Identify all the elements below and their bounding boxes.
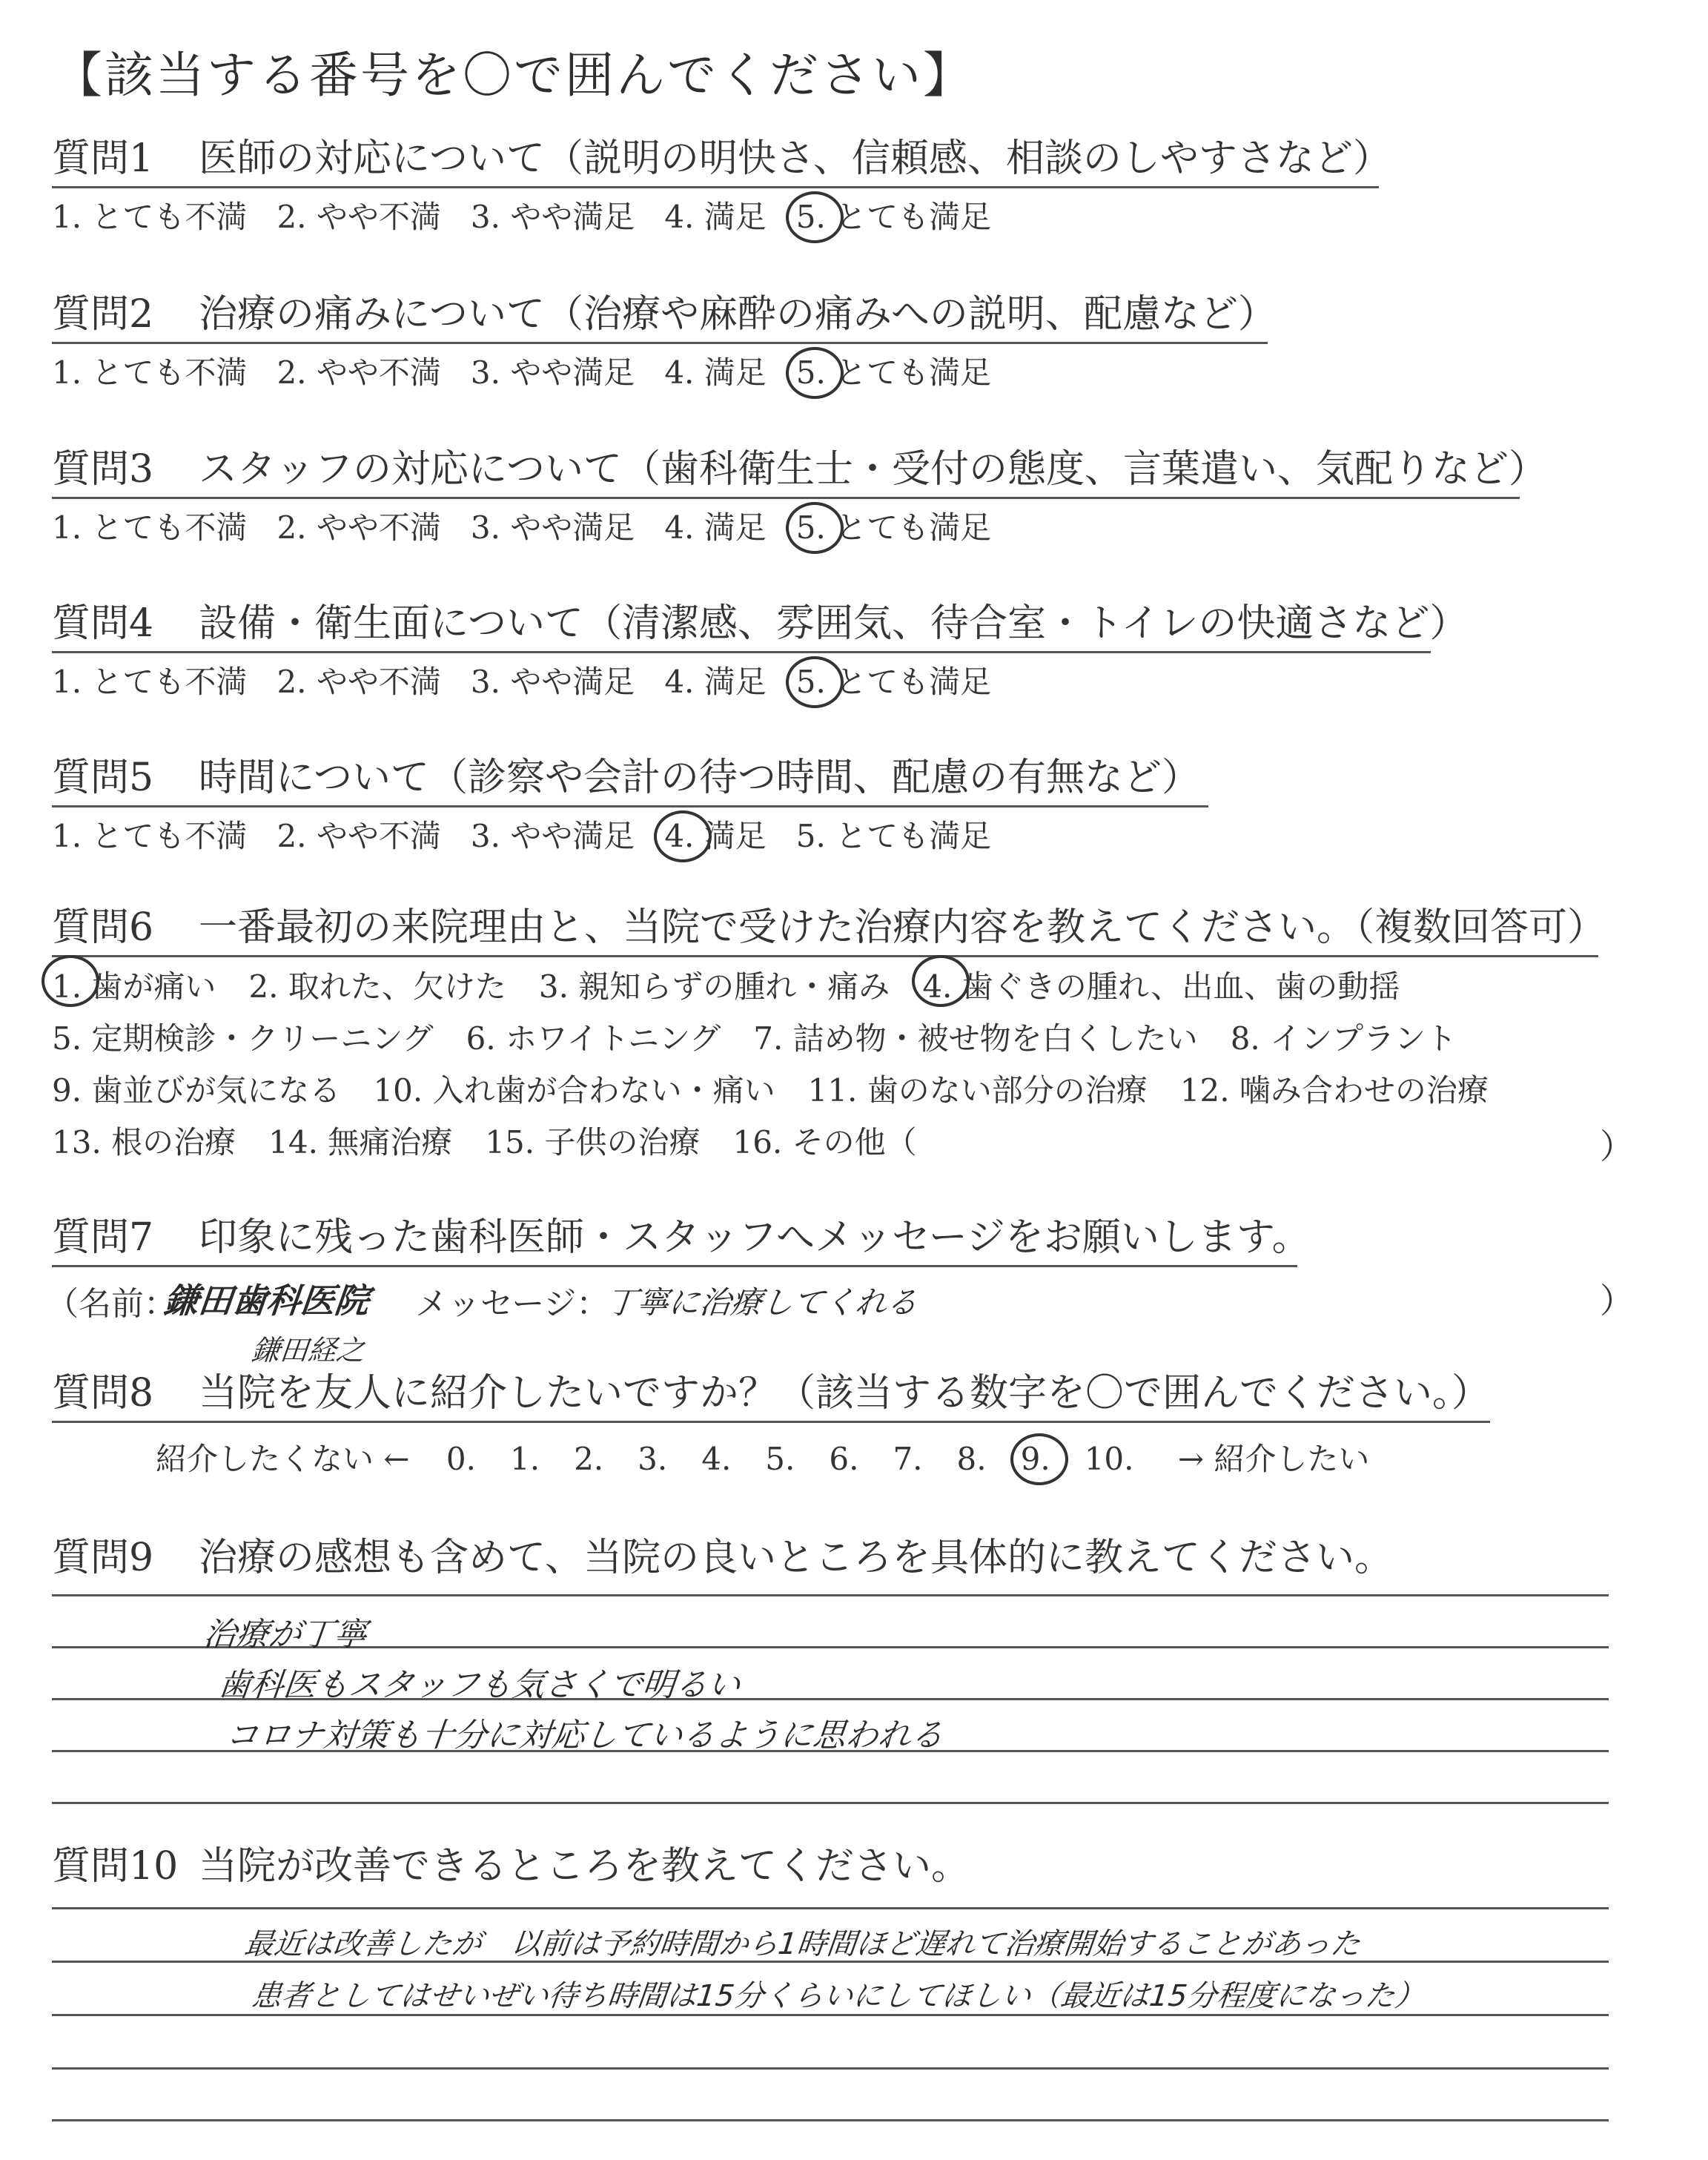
question-number: 質問9 [52,1536,154,1580]
rating-option-4[interactable]: 4. 満足 [664,663,767,700]
treatment-row [52,962,1432,1007]
question-underline [52,651,1431,653]
message-label: メッセージ： [415,1285,609,1323]
question-10 [52,1845,970,1889]
question-number: 質問2 [52,292,154,337]
rating-options [52,664,1468,701]
question-underline [52,497,1520,499]
rating-option-2[interactable]: 2. やや不満 [277,509,441,546]
treatment-row [52,1118,950,1163]
question-3 [52,448,1547,546]
other-close-paren: ） [1600,1126,1634,1166]
scale-option[interactable]: 3. [638,1441,668,1477]
page-heading: 【該当する番号を〇で囲んでください】 [53,47,974,104]
answer-line [52,2067,1609,2070]
question-text: 一番最初の来院理由と、当院で受けた治療内容を教えてください。（複数回答可） [199,905,1606,950]
question-6 [52,906,1606,957]
q9-answer-3: コロナ対策も十分に対応しているように思われる [223,1717,946,1754]
scale-option[interactable]: 10. [1084,1441,1134,1477]
rating-option-3[interactable]: 3. やや満足 [470,354,635,391]
rating-option-4[interactable]: 4. 満足 [664,509,767,546]
name-label: （名前： [46,1285,176,1323]
rating-option-5[interactable]: 5. とても満足 [796,354,991,392]
rating-option-4[interactable]: 4. 満足 [664,198,767,235]
rating-option-5[interactable]: 5. とても満足 [795,817,992,854]
q7-close-paren: ） [1600,1281,1634,1321]
answer-line [52,1802,1609,1804]
rating-option-1[interactable]: 1. とても不満 [52,198,248,235]
rating-option-5[interactable]: 5. とても満足 [796,199,991,236]
answer-line [52,1594,1609,1596]
rating-option-1[interactable]: 1. とても不満 [52,509,248,546]
treatment-option[interactable]: 9. 歯並びが気になる [52,1072,341,1109]
handwritten-name: 鎌田経之 [250,1334,366,1367]
treatment-option[interactable]: 1. 歯が痛い [52,962,216,1007]
rating-option-3[interactable]: 3. やや満足 [470,198,635,235]
treatment-option[interactable]: 13. 根の治療 [52,1124,236,1160]
treatment-option[interactable]: 15. 子供の治療 [485,1124,701,1160]
question-4 [52,602,1468,701]
rating-options [52,354,1277,392]
rating-option-2[interactable]: 2. やや不満 [277,663,441,700]
rating-option-1[interactable]: 1. とても不満 [52,354,248,391]
scale-option[interactable]: 1. [509,1441,540,1477]
scale-option[interactable]: 7. [893,1441,923,1477]
question-text: 当院を友人に紹介したいですか？（該当する数字を〇で囲んでください。） [199,1371,1491,1416]
treatment-option[interactable]: 8. インプラント [1230,1020,1457,1057]
question-5 [52,756,1208,855]
rating-option-2[interactable]: 2. やや不満 [277,198,441,235]
q9-answer-2: 歯科医もスタッフも気さくで明るい [216,1666,743,1704]
selection-circle [912,955,970,1007]
scale-right-label: → 紹介したい [1177,1441,1370,1477]
treatment-option[interactable]: 14. 無痛治療 [268,1124,453,1160]
question-1 [52,137,1391,236]
question-text: 治療の痛みについて（治療や麻酔の痛みへの説明、配慮など） [199,292,1277,337]
selection-circle [1010,1433,1068,1485]
selection-circle [786,502,844,554]
treatment-option[interactable]: 5. 定期検診・クリーニング [52,1020,434,1057]
q9-answer-1: 治療が丁寧 [201,1616,369,1654]
question-number: 質問8 [52,1371,154,1416]
treatment-option[interactable]: 2. 取れた、欠けた [248,968,506,1005]
question-number: 質問7 [52,1215,154,1260]
selection-circle [786,347,844,399]
q10-answer-1: 最近は改善したが 以前は予約時間から1時間ほど遅れて治療開始することがあった [242,1927,1363,1961]
rating-options [52,199,1391,236]
question-underline [52,342,1268,344]
treatment-option[interactable]: 6. ホワイトニング [466,1020,721,1057]
scale-option[interactable]: 6. [829,1441,859,1477]
scale-option[interactable]: 0. [446,1441,476,1477]
scale-numbers [446,1441,1168,1477]
question-text: 当院が改善できるところを教えてください。 [199,1844,970,1889]
recommend-scale [156,1435,1369,1479]
scale-option[interactable]: 9. [1021,1441,1050,1477]
question-underline [52,805,1208,807]
question-text: スタッフの対応について（歯科衛生士・受付の態度、言葉遣い、気配りなど） [199,447,1547,492]
rating-option-3[interactable]: 3. やや満足 [470,663,635,700]
question-9 [52,1536,1393,1581]
treatment-option[interactable]: 11. 歯のない部分の治療 [807,1072,1148,1109]
rating-option-1[interactable]: 1. とても不満 [52,663,248,700]
rating-option-4[interactable]: 4. 満足 [664,354,767,391]
selection-circle [654,810,712,862]
treatment-option[interactable]: 12. 噛み合わせの治療 [1179,1072,1489,1109]
scale-option[interactable]: 8. [956,1441,987,1477]
handwritten-clinic-name: 鎌田歯科医院 [162,1281,371,1321]
question-2 [52,293,1277,392]
question-8 [52,1372,1490,1423]
question-text: 印象に残った歯科医師・スタッフへメッセージをお願いします。 [199,1215,1311,1260]
rating-option-2[interactable]: 2. やや不満 [277,354,441,391]
treatment-option[interactable]: 16. その他（ [732,1124,917,1160]
rating-option-4[interactable]: 4. 満足 [664,818,766,855]
question-7 [52,1216,1311,1267]
rating-option-3[interactable]: 3. やや満足 [470,509,635,546]
treatment-option[interactable]: 7. 詰め物・被せ物を白くしたい [753,1020,1198,1057]
answer-line [52,2119,1609,2121]
treatment-row [52,1066,1521,1111]
question-underline [52,955,1598,957]
question-text: 治療の感想も含めて、当院の良いところを具体的に教えてください。 [199,1536,1393,1580]
rating-options [52,509,1547,546]
question-number: 質問1 [52,136,154,181]
question-number: 質問10 [52,1844,179,1889]
selection-circle [786,656,844,708]
question-underline [52,1265,1297,1267]
question-number: 質問6 [52,905,154,950]
rating-option-5[interactable]: 5. とても満足 [796,664,991,701]
question-number: 質問5 [52,756,154,800]
question-underline [52,186,1379,188]
selection-circle [42,955,99,1007]
scale-left-label: 紹介したくない ← [156,1441,410,1477]
rating-option-2[interactable]: 2. やや不満 [277,817,441,854]
answer-line [52,1907,1609,1909]
question-text: 時間について（診察や会計の待つ時間、配慮の有無など） [199,756,1200,800]
rating-options [52,818,1208,855]
scale-option[interactable]: 5. [765,1441,795,1477]
scale-option[interactable]: 4. [701,1441,732,1477]
q10-answer-2: 患者としてはせいぜい待ち時間は15分くらいにしてほしい（最近は15分程度になった） [250,1979,1426,2013]
scale-option[interactable]: 2. [574,1441,604,1477]
treatment-option[interactable]: 3. 親知らずの腫れ・痛み [538,968,890,1005]
rating-option-1[interactable]: 1. とても不満 [52,817,248,854]
treatment-option[interactable]: 10. 入れ歯が合わない・痛い [373,1072,775,1109]
selection-circle [786,191,844,243]
rating-option-3[interactable]: 3. やや満足 [470,817,635,854]
treatment-row [52,1014,1489,1059]
handwritten-message: 丁寧に治療してくれる [604,1284,920,1321]
question-text: 設備・衛生面について（清潔感、雰囲気、待合室・トイレの快適さなど） [199,601,1469,646]
question-number: 質問4 [52,601,154,646]
question-underline [52,1421,1490,1423]
question-text: 医師の対応について（説明の明快さ、信頼感、相談のしやすさなど） [199,136,1391,181]
question-number: 質問3 [52,447,154,492]
rating-option-5[interactable]: 5. とても満足 [796,509,991,546]
treatment-option[interactable]: 4. 歯ぐきの腫れ、出血、歯の動揺 [922,962,1400,1007]
